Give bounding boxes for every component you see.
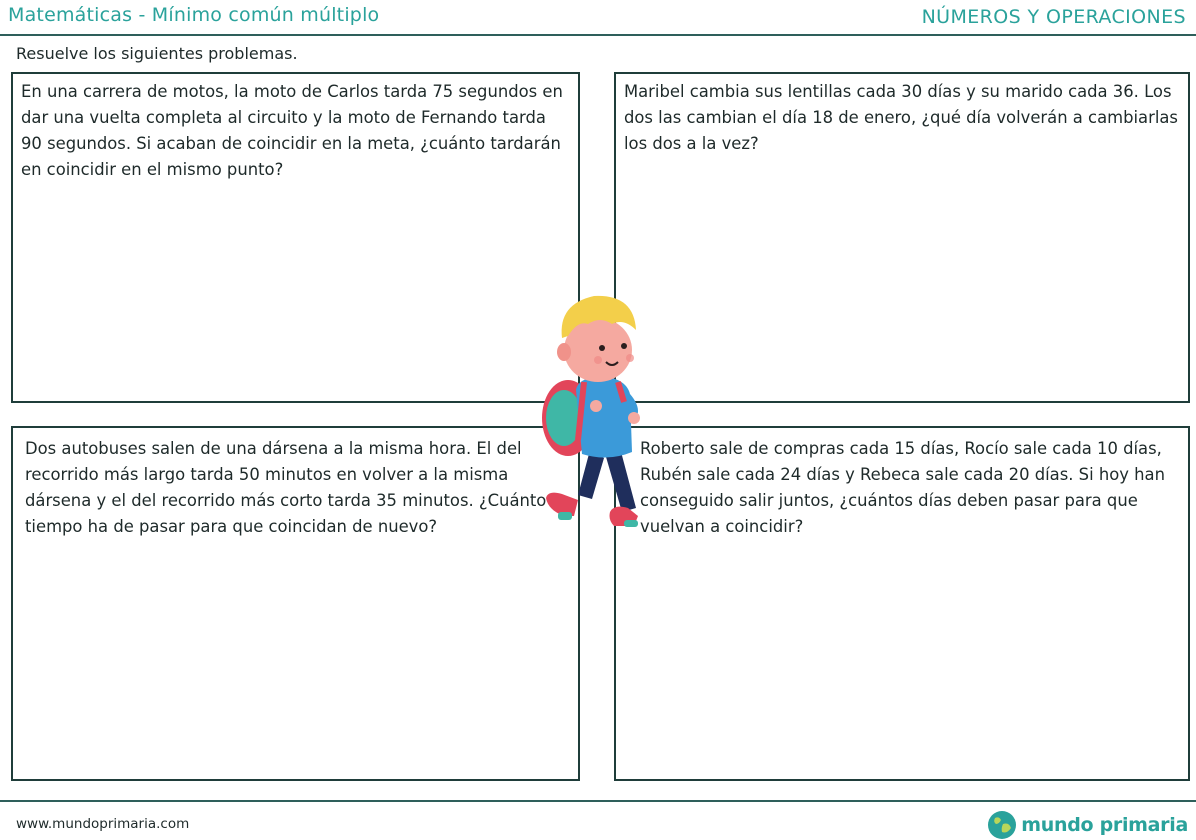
header-divider — [0, 34, 1196, 36]
problem-box-2 — [614, 72, 1190, 403]
topic-label: NÚMEROS Y OPERACIONES — [921, 6, 1186, 28]
footer-url[interactable]: www.mundoprimaria.com — [16, 816, 190, 832]
instructions: Resuelve los siguientes problemas. — [16, 44, 298, 63]
problem-text-3: Dos autobuses salen de una dársena a la misma hora. El del recorrido más largo tarda 50 minutos en volver a la misma dársena y el del recorrido más corto tarda 35 minutos. ¿Cuánto tiempo ha de pasar para que coincidan de nuevo? — [25, 439, 547, 536]
problem-text-1: En una carrera de motos, la moto de Carlos tarda 75 segundos en dar una vuelta completa al circuito y la moto de Fernando tarda 90 segundos. Si acaban de coincidir en la meta, ¿cuánto tardarán en coincidir en el mismo punto? — [21, 82, 563, 179]
schoolboy-illustration — [538, 290, 648, 534]
brand-name: mundo primaria — [1021, 814, 1188, 836]
problem-box-1 — [11, 72, 580, 403]
page-title: Matemáticas - Mínimo común múltiplo — [8, 4, 380, 26]
globe-icon — [987, 810, 1017, 840]
problem-box-3 — [11, 426, 580, 781]
brand-logo[interactable] — [987, 810, 1188, 840]
problem-text-4: Roberto sale de compras cada 15 días, Rocío sale cada 10 días, Rubén sale cada 24 días y Rebeca sale cada 20 días. Si hoy han conseguido salir juntos, ¿cuántos días deben pasar para que vuelvan a coincidir? — [640, 439, 1165, 536]
problem-text-2: Maribel cambia sus lentillas cada 30 días y su marido cada 36. Los dos las cambian el día 18 de enero, ¿qué día volverán a cambiarlas los dos a la vez? — [624, 82, 1178, 153]
problem-box-4 — [614, 426, 1190, 781]
footer-divider — [0, 800, 1196, 802]
